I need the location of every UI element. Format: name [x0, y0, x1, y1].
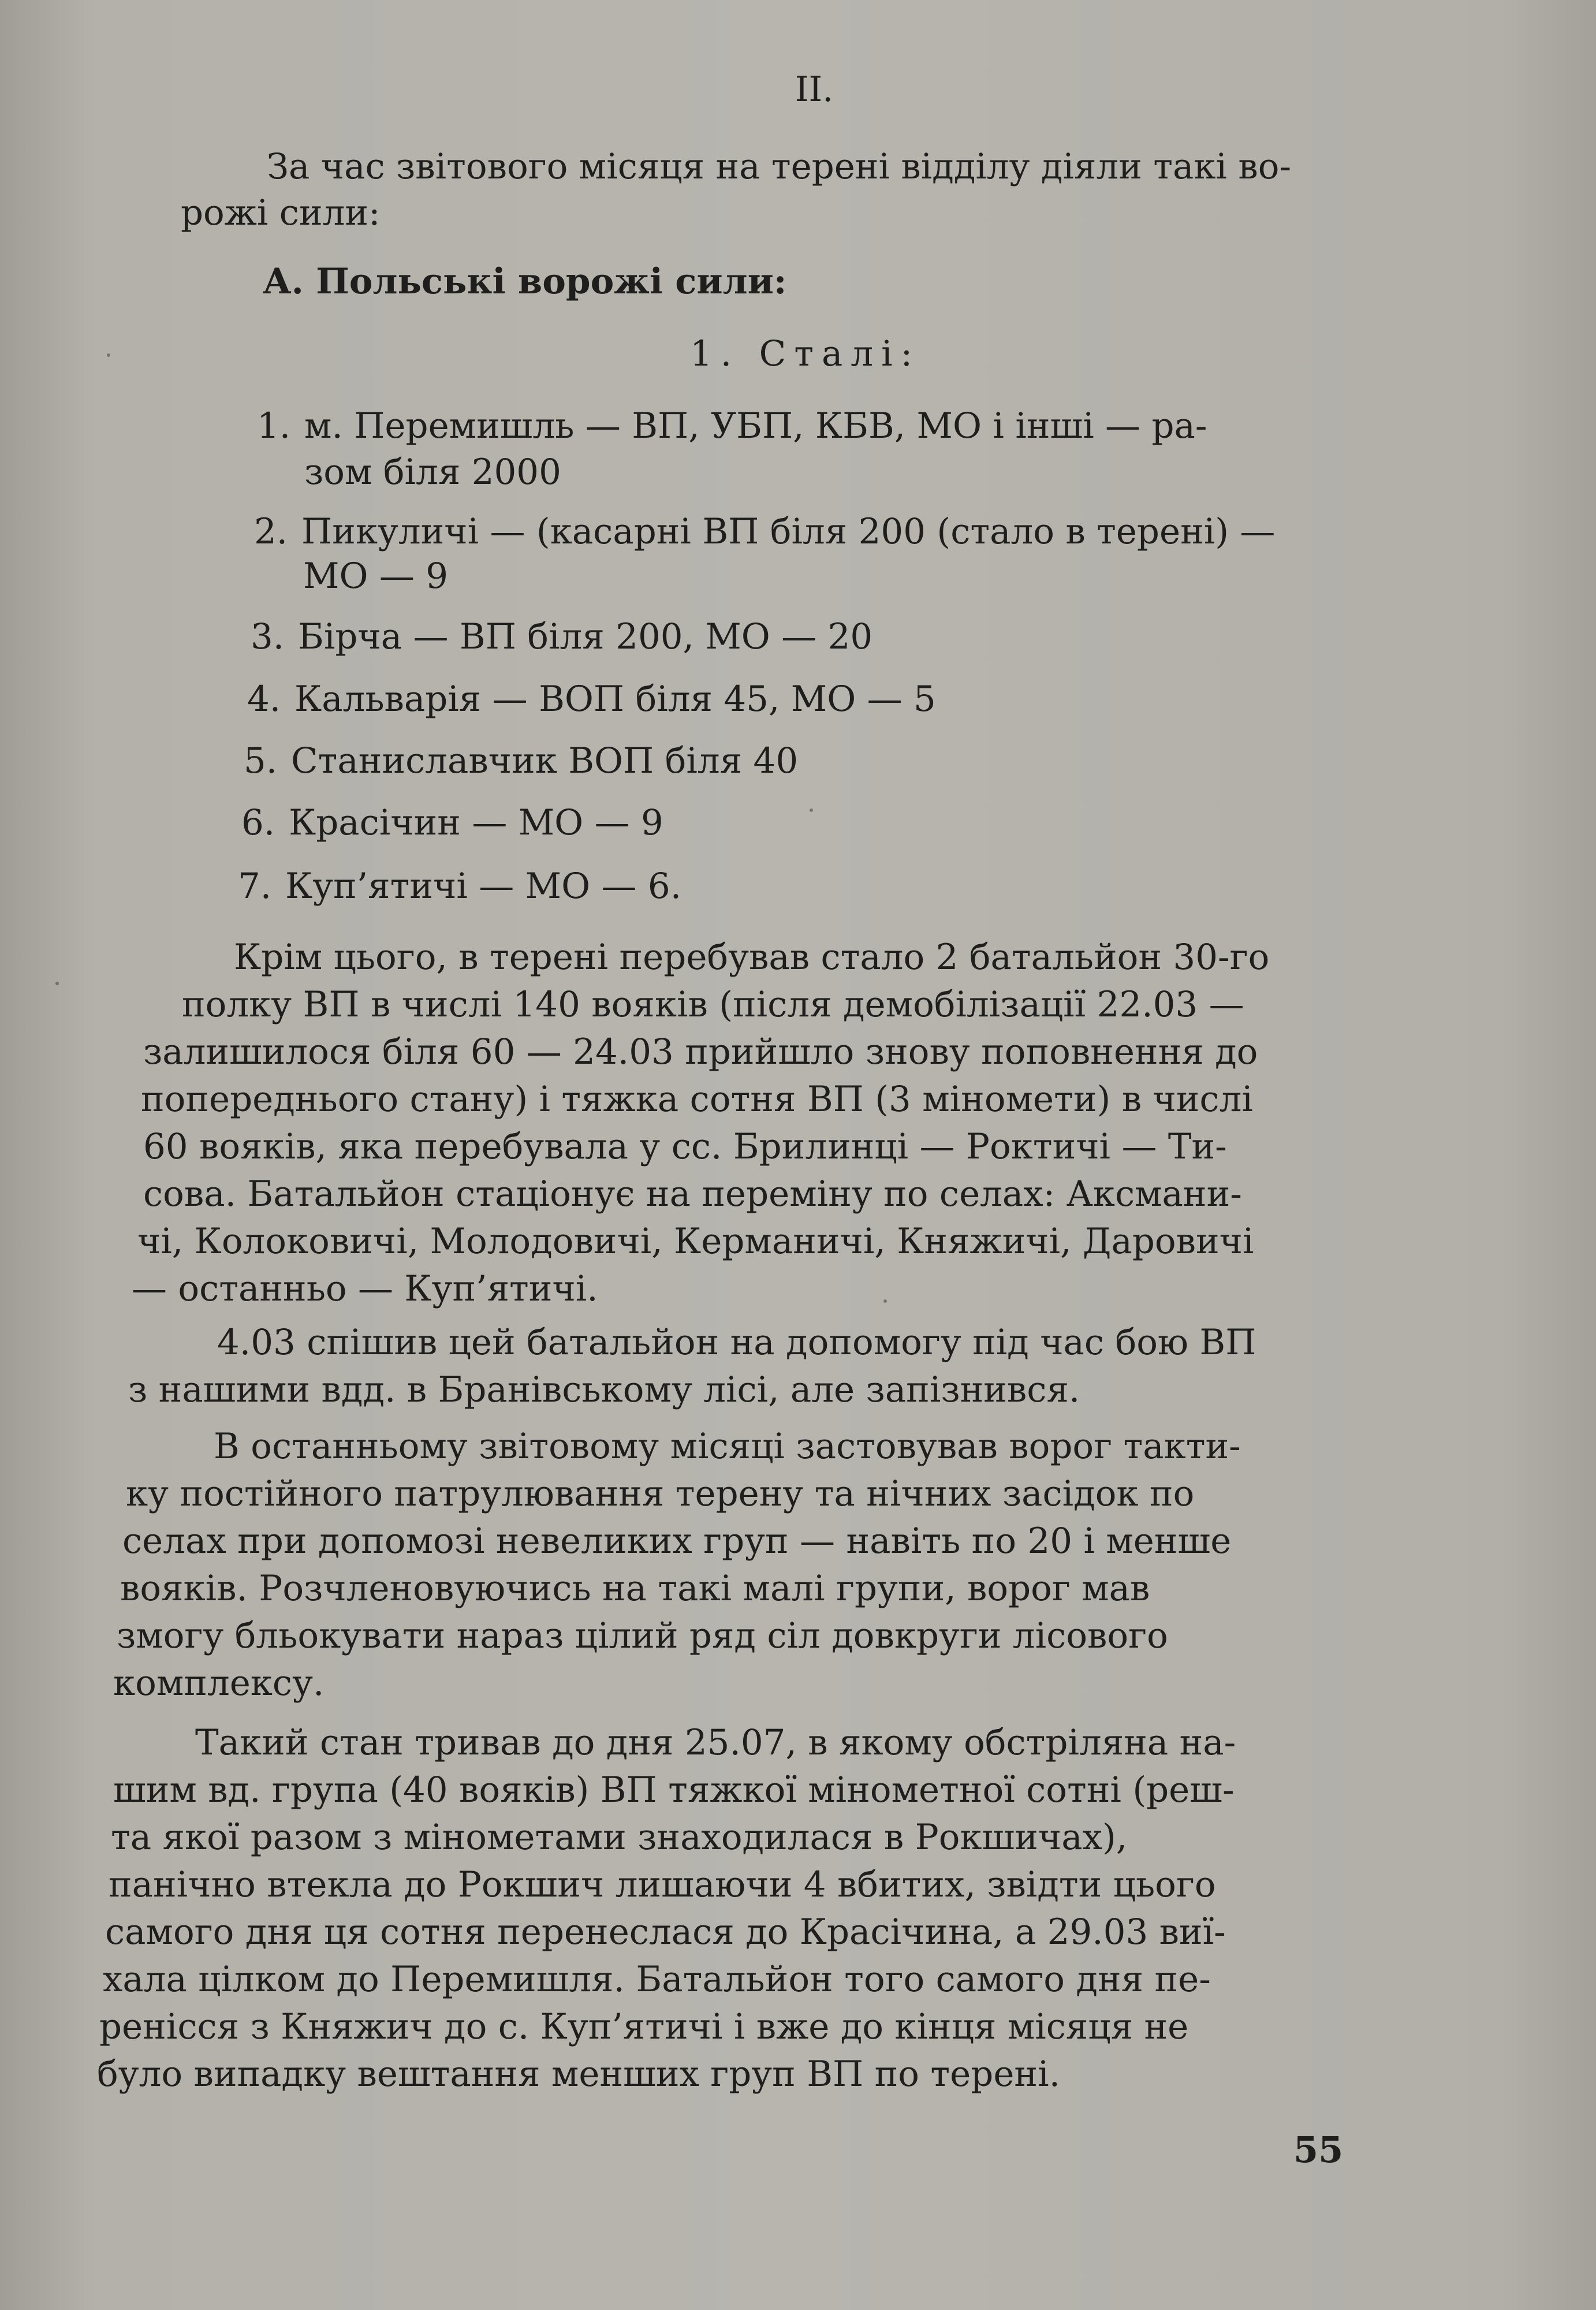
list-item-number: 5.	[244, 740, 278, 781]
paragraph-line: було випадку вештання менших груп ВП по терені.	[97, 2054, 1060, 2095]
list-item-text: Кальварія — ВОП біля 45, МО — 5	[294, 679, 936, 720]
paragraph-line: Крім цього, в терені перебував стало 2 батальйон 30-го	[234, 937, 1270, 978]
intro-line-1: За час звітового місяця на терені відділу діяли такі во-	[267, 146, 1292, 187]
paragraph-line: панічно втекла до Рокшич лишаючи 4 вбитих, звідти цього	[109, 1864, 1216, 1905]
paragraph-line: залишилося біля 60 — 24.03 прийшло знову поповнення до	[143, 1031, 1258, 1072]
paragraph-line: Такий стан тривав до дня 25.07, в якому обстріляна на-	[195, 1722, 1236, 1763]
paragraph-line: полку ВП в числі 140 вояків (після демобілізації 22.03 —	[182, 984, 1244, 1025]
list-item-text: Бірча — ВП біля 200, МО — 20	[298, 616, 873, 657]
print-speck	[810, 808, 813, 812]
print-speck	[883, 1299, 887, 1303]
intro-line-2: рожі сили:	[181, 192, 381, 233]
paragraph-line: самого дня ця сотня перенеслася до Красічина, а 29.03 виї-	[105, 1912, 1226, 1953]
paragraph-line: змогу бльокувати нараз цілий ряд сіл довкруги лісового	[117, 1615, 1168, 1656]
section-a-heading: А. Польські ворожі сили:	[263, 261, 787, 302]
list-item-continuation: зом біля 2000	[304, 452, 561, 493]
list-item-continuation: МО — 9	[303, 556, 449, 597]
print-speck	[107, 353, 110, 357]
paragraph-line: ку постійного патрулювання терену та нічних засідок по	[126, 1473, 1195, 1514]
list-item	[241, 798, 663, 848]
print-speck	[55, 982, 59, 985]
list-item	[257, 401, 1435, 451]
list-item	[244, 736, 798, 786]
list-item-text: Пикуличі — (касарні ВП біля 200 (стало в терені) —	[301, 511, 1276, 552]
paragraph-line: 60 вояків, яка перебувала у сс. Брилинці — Роктичі — Ти-	[143, 1126, 1227, 1167]
list-item	[238, 862, 681, 911]
paragraph-line: комплексу.	[113, 1663, 325, 1704]
subsection-heading: 1. Сталі:	[690, 333, 921, 374]
list-item-number: 7.	[238, 866, 272, 907]
paragraph-line: хала цілком до Перемишля. Батальйон того самого дня пе-	[103, 1959, 1211, 2000]
list-item-number: 3.	[251, 616, 285, 657]
list-item-number: 4.	[247, 679, 281, 720]
list-item-number: 1.	[257, 405, 291, 446]
list-item	[254, 507, 1432, 557]
paragraph-line: 4.03 спішив цей батальйон на допомогу під час бою ВП	[217, 1322, 1256, 1363]
paragraph-line: вояків. Розчленовуючись на такі малі групи, ворог мав	[120, 1568, 1150, 1609]
list-item-text: Станиславчик ВОП біля 40	[291, 740, 799, 781]
list-item-number: 2.	[254, 511, 288, 552]
paragraph-line: та якої разом з мінометами знаходилася в Рокшичах),	[111, 1817, 1128, 1858]
list-item-text: Красічин — МО — 9	[289, 802, 663, 843]
list-item-text: Куп’ятичі — МО — 6.	[285, 866, 682, 907]
list-item	[247, 675, 936, 724]
list-item-text: м. Перемишль — ВП, УБП, КБВ, МО і інші — ра-	[304, 405, 1207, 446]
page-number: 55	[1293, 2129, 1344, 2171]
paragraph-line: — останньо — Куп’ятичі.	[132, 1268, 598, 1309]
paragraph-line: сова. Батальйон стаціонує на переміну по селах: Аксмани-	[143, 1173, 1242, 1214]
paragraph-line: В останньому звітовому місяці застовував ворог такти-	[214, 1426, 1241, 1467]
paragraph-line: ренісся з Княжич до с. Куп’ятичі і вже до кінця місяця не	[99, 2006, 1189, 2047]
paragraph-line: шим вд. група (40 вояків) ВП тяжкої мінометної сотні (реш-	[113, 1769, 1235, 1810]
list-item-number: 6.	[241, 802, 275, 843]
paragraph-line: з нашими вдд. в Бранівському лісі, але запізнився.	[128, 1369, 1080, 1410]
list-item	[251, 612, 872, 662]
paragraph-line: селах при допомозі невеликих груп — навіть по 20 і менше	[122, 1521, 1232, 1562]
paragraph-line: попереднього стану) і тяжка сотня ВП (3 міномети) в числі	[141, 1079, 1253, 1120]
chapter-heading: II.	[795, 69, 834, 110]
paragraph-line: чі, Колоковичі, Молодовичі, Керманичі, Княжичі, Даровичі	[137, 1221, 1254, 1262]
